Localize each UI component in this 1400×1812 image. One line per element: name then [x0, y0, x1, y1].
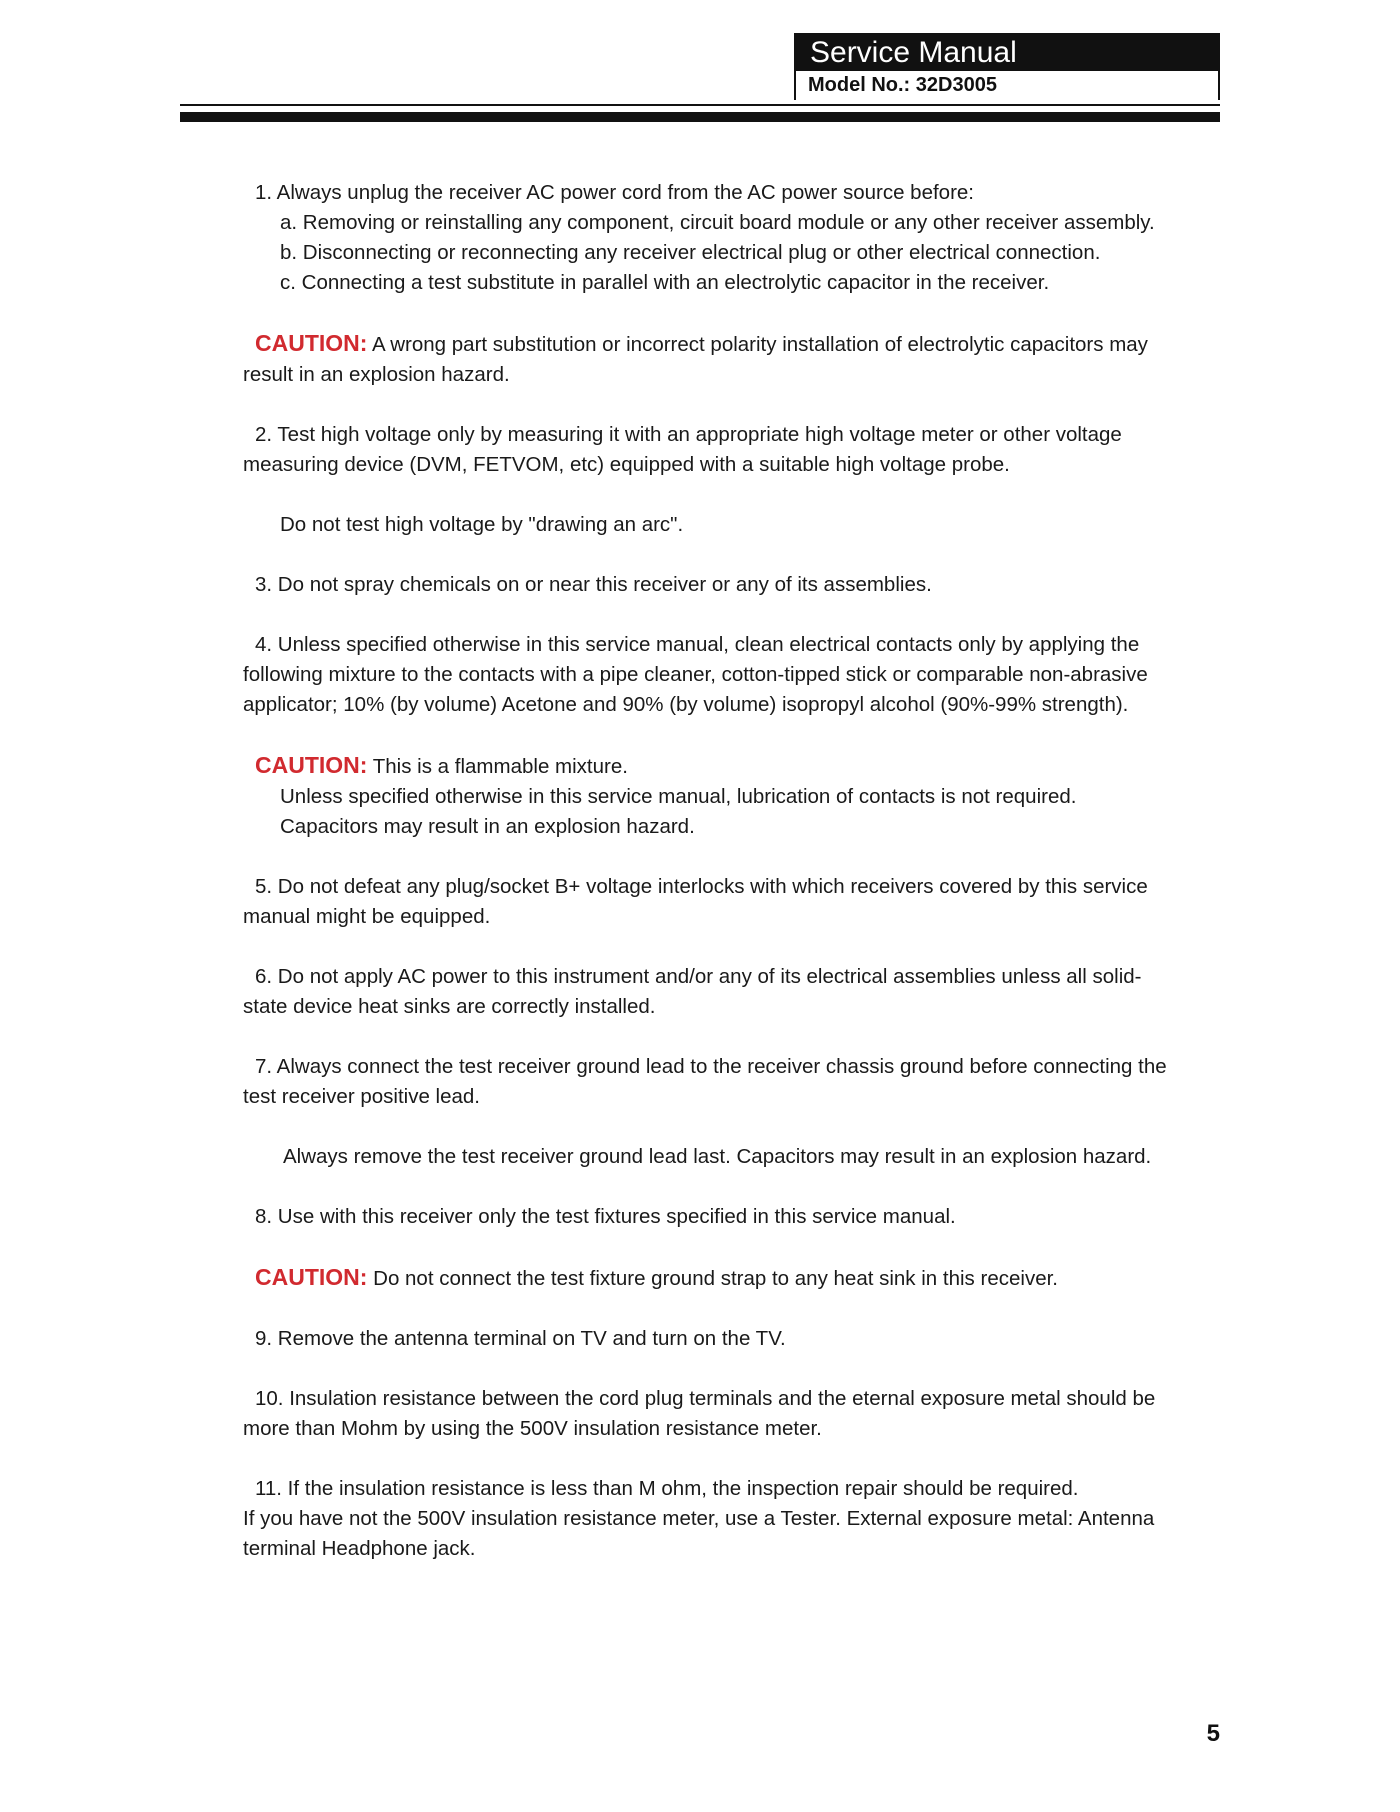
item-1b: b. Disconnecting or reconnecting any receiver electrical plug or other electrical connection.: [280, 241, 1101, 264]
document-title: Service Manual: [796, 35, 1218, 71]
caution-label: CAUTION:: [255, 1264, 368, 1290]
caution-1: [243, 328, 1183, 390]
item-6: 6. Do not apply AC power to this instrument and/or any of its electrical assemblies unless all solid-state device heat sinks are correctly installed.: [243, 965, 1142, 1018]
item-2-note: Do not test high voltage by "drawing an arc".: [280, 513, 684, 536]
caution-label: CAUTION:: [255, 752, 368, 778]
page-number: 5: [1206, 1720, 1220, 1747]
caution-1-text: A wrong part substitution or incorrect polarity installation of electrolytic capacitors may result in an explosion hazard.: [243, 333, 1148, 386]
header-rule-thick: [180, 112, 1220, 122]
item-11-line-2: If you have not the 500V insulation resistance meter, use a Tester. External exposure metal: Antenna terminal Headphone jack.: [243, 1507, 1155, 1560]
item-3: 3. Do not spray chemicals on or near this receiver or any of its assemblies.: [255, 573, 932, 596]
item-5: 5. Do not defeat any plug/socket B+ voltage interlocks with which receivers covered by this service manual might be equipped.: [243, 875, 1148, 928]
caution-2-line-2: Unless specified otherwise in this service manual, lubrication of contacts is not required.: [280, 785, 1077, 808]
caution-label: CAUTION:: [255, 330, 368, 356]
item-7-note: Always remove the test receiver ground lead last. Capacitors may result in an explosion hazard.: [283, 1145, 1152, 1168]
caution-2-text: This is a flammable mixture.: [367, 755, 628, 778]
caution-3-text: Do not connect the test fixture ground strap to any heat sink in this receiver.: [367, 1267, 1058, 1290]
caution-3: [243, 1262, 1183, 1294]
item-11: 11. If the insulation resistance is less than M ohm, the inspection repair should be required.: [255, 1477, 1079, 1500]
model-number: Model No.: 32D3005: [796, 71, 1218, 100]
item-2: 2. Test high voltage only by measuring it with an appropriate high voltage meter or other voltage measuring device (DVM, FETVOM, etc) equipped with a suitable high voltage probe.: [243, 423, 1122, 476]
item-9: 9. Remove the antenna terminal on TV and turn on the TV.: [255, 1327, 786, 1350]
safety-instructions: [243, 178, 1183, 1564]
item-4: 4. Unless specified otherwise in this service manual, clean electrical contacts only by applying the following mixture to the contacts with a pipe cleaner, cotton-tipped stick or comparable non-abrasive applicator; 10% (by volume) Acetone and 90% (by volume) isopropyl alcohol (90%-99% strength).: [243, 633, 1148, 716]
item-1a: a. Removing or reinstalling any component, circuit board module or any other receiver assembly.: [280, 211, 1155, 234]
item-1c: c. Connecting a test substitute in parallel with an electrolytic capacitor in the receiver.: [280, 271, 1050, 294]
header-box: [794, 33, 1220, 100]
item-1: 1. Always unplug the receiver AC power cord from the AC power source before:: [255, 181, 975, 204]
caution-2-line-3: Capacitors may result in an explosion hazard.: [280, 815, 695, 838]
caution-2: [243, 750, 1183, 782]
item-10: 10. Insulation resistance between the cord plug terminals and the eternal exposure metal should be more than Mohm by using the 500V insulation resistance meter.: [243, 1387, 1156, 1440]
item-7: 7. Always connect the test receiver ground lead to the receiver chassis ground before connecting the test receiver positive lead.: [243, 1055, 1167, 1108]
header-rule-thin: [180, 104, 1220, 106]
item-8: 8. Use with this receiver only the test fixtures specified in this service manual.: [255, 1205, 956, 1228]
